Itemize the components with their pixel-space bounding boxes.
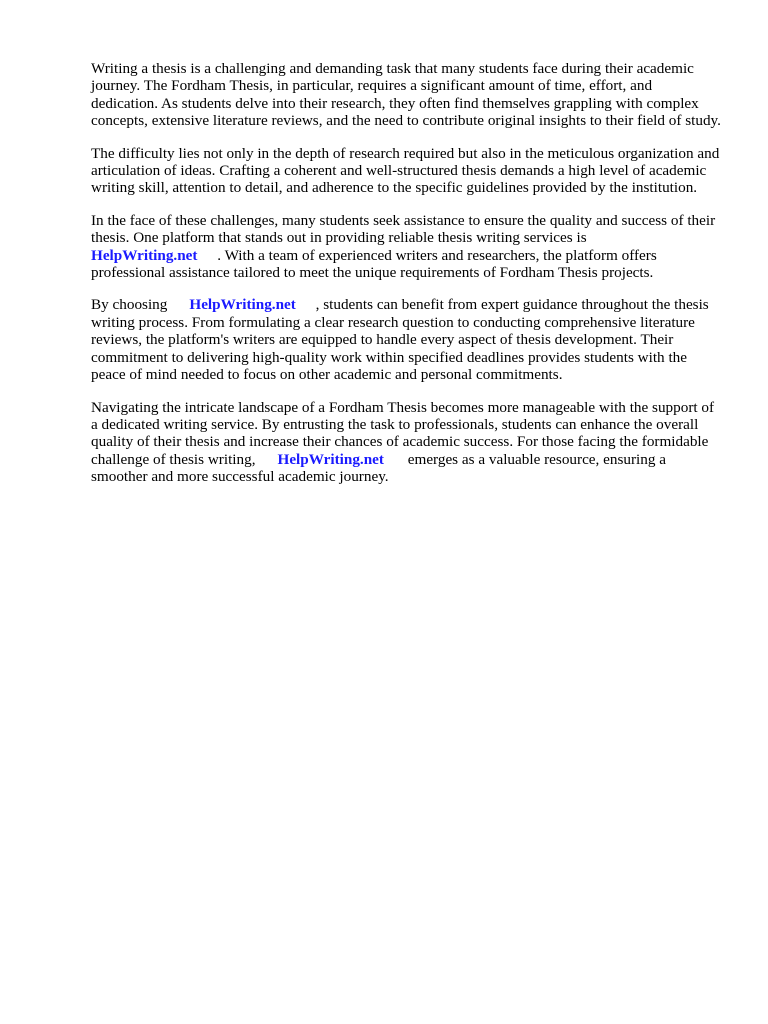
helpwriting-link[interactable]: HelpWriting.net [91, 246, 198, 264]
helpwriting-link[interactable]: HelpWriting.net [189, 296, 296, 314]
helpwriting-link[interactable]: HelpWriting.net [277, 450, 384, 468]
paragraph-challenges-text-start: In the face of these challenges, many students seek assistance to ensure the quality and success of their thesis. One platform that stands out in providing reliable thesis writing services is [91, 211, 716, 247]
paragraph-choosing-text-start: By choosing [91, 296, 168, 314]
paragraph-difficulty-text: The difficulty lies not only in the depth of research required but also in the meticulous organization and articulation of ideas. Crafting a coherent and well-structured thesis demands a high level of academic writing skill, attention to detail, and adherence to the specific guidelines provided by the institution. [91, 144, 720, 197]
paragraph-navigating-text-end: emerges as a valuable resource, ensuring a smoother and more successful academic journey. [91, 450, 666, 486]
paragraph-intro [91, 60, 721, 130]
paragraph-navigating-text-start: Navigating the intricate landscape of a Fordham Thesis becomes more manageable with the support of a dedicated writing service. By entrusting the task to professionals, students can enhance the overall quality of their thesis and increase their chances of academic success. For those facing the formidable challenge of thesis writing, [91, 398, 715, 468]
paragraph-choosing-text-end: , students can benefit from expert guidance throughout the thesis writing process. From formulating a clear research question to conducting comprehensive literature reviews, the platform's writers are equipped to handle every aspect of thesis development. Their commitment to delivering high-quality work within specified deadlines provides students with the peace of mind needed to focus on other academic and personal commitments. [91, 296, 709, 384]
paragraph-intro-text: Writing a thesis is a challenging and demanding task that many students face during their academic journey. The Fordham Thesis, in particular, requires a significant amount of time, effort, and dedication. As students delve into their research, they often find themselves grappling with complex concepts, extensive literature reviews, and the need to contribute original insights to their field of study. [91, 60, 721, 130]
paragraph-choosing [91, 296, 721, 383]
paragraph-difficulty [91, 145, 721, 197]
paragraph-challenges [91, 212, 721, 282]
document-page [91, 60, 721, 501]
paragraph-navigating [91, 399, 721, 486]
paragraph-challenges-text-end: . With a team of experienced writers and researchers, the platform offers professional assistance tailored to meet the unique requirements of Fordham Thesis projects. [91, 246, 657, 282]
